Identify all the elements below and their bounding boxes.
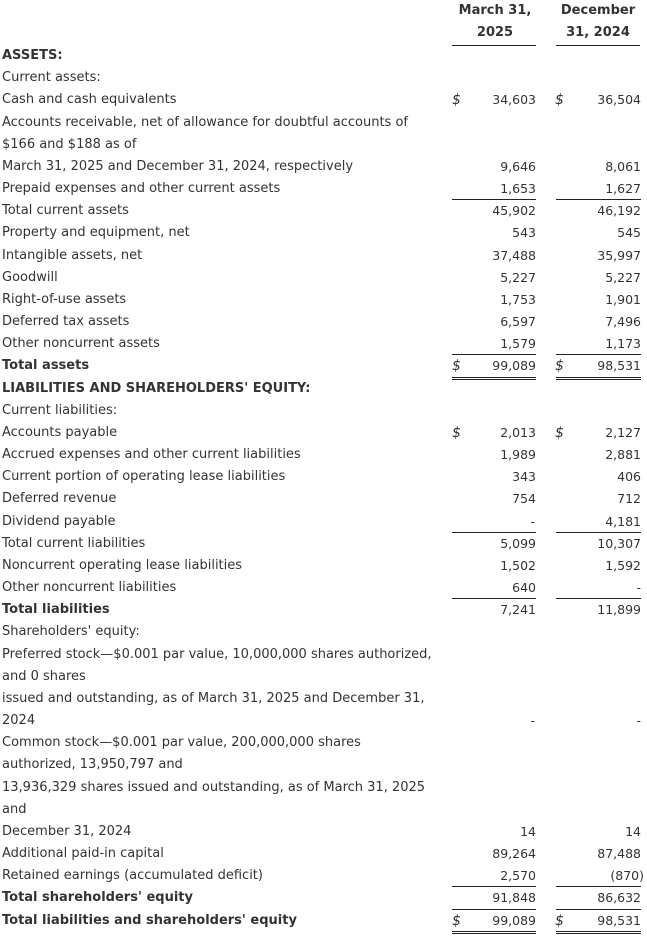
- value-march-2025: 640: [512, 580, 536, 596]
- table-row: [0, 178, 647, 200]
- value-march-2025: 1,653: [500, 181, 536, 197]
- value-march-2025: -: [530, 513, 535, 529]
- value-december-2024: 1,901: [605, 291, 641, 307]
- row-label: Total current liabilities: [2, 535, 146, 551]
- table-row: [0, 289, 647, 311]
- table-row: [0, 821, 647, 843]
- table-row: [0, 688, 647, 710]
- currency-symbol: $: [555, 912, 564, 929]
- table-row: [0, 355, 647, 377]
- value-march-2025: 37,488: [492, 247, 536, 263]
- value-march-2025: 99,089: [492, 912, 536, 928]
- table-row: [0, 599, 647, 621]
- table-row: [0, 466, 647, 488]
- value-december-2024: 46,192: [597, 203, 641, 219]
- row-label: Total liabilities and shareholders' equity: [2, 912, 297, 928]
- value-march-2025: 5,227: [500, 269, 536, 285]
- value-december-2024: 2,881: [605, 447, 641, 463]
- row-label: Accounts receivable, net of allowance for doubtful accounts of: [2, 114, 408, 130]
- value-march-2025: 2,570: [500, 868, 536, 884]
- row-label: Total current assets: [2, 203, 129, 219]
- row-label: 2024: [2, 713, 36, 729]
- row-label: Dividend payable: [2, 513, 116, 529]
- value-december-2024: 2,127: [605, 424, 641, 440]
- value-december-2024: 36,504: [597, 92, 641, 108]
- rule-line: [452, 933, 536, 934]
- currency-symbol: $: [452, 912, 461, 929]
- value-december-2024: 35,997: [597, 247, 641, 263]
- currency-symbol: $: [452, 358, 461, 375]
- value-december-2024: 4,181: [605, 513, 641, 529]
- row-label: Total liabilities: [2, 602, 110, 618]
- column-header-line-2: 31, 2024: [566, 25, 630, 40]
- value-march-2025: 6,597: [500, 314, 536, 330]
- row-label: Deferred tax assets: [2, 314, 130, 330]
- row-label: Additional paid-in capital: [2, 846, 164, 862]
- row-label: Preferred stock—$0.001 par value, 10,000,000 shares authorized,: [2, 646, 432, 662]
- row-label: Current portion of operating lease liabilities: [2, 469, 286, 485]
- table-row: [0, 732, 647, 754]
- value-december-2024: 1,592: [605, 557, 641, 573]
- value-march-2025: 89,264: [492, 846, 536, 862]
- column-header-december-2024: [554, 0, 642, 44]
- row-label: and 0 shares: [2, 668, 86, 684]
- value-march-2025: 99,089: [492, 358, 536, 374]
- row-label: 13,936,329 shares issued and outstanding, as of March 31, 2025: [2, 779, 426, 795]
- rule-line: [556, 933, 641, 934]
- table-row: [0, 422, 647, 444]
- row-label: authorized, 13,950,797 and: [2, 757, 183, 773]
- table-row: [0, 555, 647, 577]
- table-row: [0, 67, 647, 89]
- value-december-2024: 8,061: [605, 158, 641, 174]
- table-row: [0, 511, 647, 533]
- value-december-2024: 10,307: [597, 535, 641, 551]
- row-label: March 31, 2025 and December 31, 2024, respectively: [2, 158, 354, 174]
- value-march-2025: 14: [520, 823, 536, 839]
- value-march-2025: 2,013: [500, 424, 536, 440]
- column-header-line-1: March 31,: [458, 3, 532, 18]
- table-row: [0, 887, 647, 909]
- column-header-march-2025: [452, 0, 538, 44]
- currency-symbol: $: [555, 358, 564, 375]
- row-label: Prepaid expenses and other current assets: [2, 181, 281, 197]
- value-december-2024: 98,531: [597, 912, 641, 928]
- table-row: [0, 267, 647, 289]
- value-december-2024: 7,496: [605, 314, 641, 330]
- row-label: December 31, 2024: [2, 823, 132, 839]
- row-label: ASSETS:: [2, 48, 63, 63]
- row-label: Shareholders' equity:: [2, 624, 140, 640]
- currency-symbol: $: [452, 92, 461, 109]
- value-december-2024: 1,627: [605, 181, 641, 197]
- table-row: [0, 843, 647, 865]
- row-label: LIABILITIES AND SHAREHOLDERS' EQUITY:: [2, 380, 311, 396]
- row-label: Current liabilities:: [2, 402, 118, 418]
- table-row: [0, 666, 647, 688]
- row-label: Common stock—$0.001 par value, 200,000,000 shares: [2, 735, 361, 751]
- row-label: Current assets:: [2, 70, 101, 86]
- table-row: [0, 444, 647, 466]
- table-row: [0, 777, 647, 799]
- row-label: issued and outstanding, as of March 31, 2025 and December 31,: [2, 690, 425, 706]
- table-row: [0, 311, 647, 333]
- table-row: [0, 222, 647, 244]
- value-march-2025: 7,241: [500, 602, 536, 618]
- table-row: [0, 112, 647, 134]
- row-label: Total assets: [2, 358, 90, 374]
- value-december-2024: -: [636, 580, 641, 596]
- value-december-2024: 86,632: [597, 890, 641, 906]
- value-march-2025: 343: [512, 469, 536, 485]
- row-label: Total shareholders' equity: [2, 890, 193, 906]
- row-label: Noncurrent operating lease liabilities: [2, 557, 243, 573]
- table-row: [0, 333, 647, 355]
- column-header-line-1: December: [560, 3, 636, 18]
- value-march-2025: 34,603: [492, 92, 536, 108]
- row-label: Goodwill: [2, 269, 58, 285]
- table-row: [0, 45, 647, 67]
- value-december-2024: 406: [617, 469, 641, 485]
- value-march-2025: 543: [512, 225, 536, 241]
- table-row: [0, 245, 647, 267]
- currency-symbol: $: [555, 424, 564, 441]
- value-march-2025: 45,902: [492, 203, 536, 219]
- currency-symbol: $: [452, 424, 461, 441]
- row-label: and: [2, 801, 27, 817]
- row-label: Accounts payable: [2, 424, 118, 440]
- row-label: Other noncurrent liabilities: [2, 580, 177, 596]
- value-december-2024: (870): [610, 868, 644, 884]
- rule-line: [452, 931, 536, 932]
- row-label: Right-of-use assets: [2, 291, 127, 307]
- table-row: [0, 621, 647, 643]
- value-march-2025: 1,989: [500, 447, 536, 463]
- table-row: [0, 799, 647, 821]
- table-row: [0, 865, 647, 887]
- table-row: [0, 710, 647, 732]
- table-row: [0, 200, 647, 222]
- value-december-2024: 98,531: [597, 358, 641, 374]
- value-march-2025: 9,646: [500, 158, 536, 174]
- value-december-2024: 545: [617, 225, 641, 241]
- row-label: Retained earnings (accumulated deficit): [2, 868, 263, 884]
- row-label: $166 and $188 as of: [2, 136, 137, 152]
- value-march-2025: 1,502: [500, 557, 536, 573]
- table-row: [0, 644, 647, 666]
- table-row: [0, 156, 647, 178]
- value-march-2025: 754: [512, 491, 536, 507]
- value-march-2025: 91,848: [492, 890, 536, 906]
- value-december-2024: 5,227: [605, 269, 641, 285]
- rule-line: [556, 931, 641, 932]
- value-december-2024: 87,488: [597, 846, 641, 862]
- table-row: [0, 533, 647, 555]
- value-december-2024: 14: [625, 823, 641, 839]
- table-row: [0, 488, 647, 510]
- row-label: Cash and cash equivalents: [2, 92, 177, 108]
- table-row: [0, 910, 647, 932]
- row-label: Other noncurrent assets: [2, 336, 160, 352]
- row-label: Intangible assets, net: [2, 247, 143, 263]
- row-label: Deferred revenue: [2, 491, 117, 507]
- value-march-2025: 1,753: [500, 291, 536, 307]
- table-row: [0, 754, 647, 776]
- table-row: [0, 577, 647, 599]
- table-row: [0, 89, 647, 111]
- value-march-2025: -: [530, 713, 535, 729]
- value-march-2025: 1,579: [500, 336, 536, 352]
- value-december-2024: 712: [617, 491, 641, 507]
- column-header-line-2: 2025: [476, 25, 514, 40]
- currency-symbol: $: [555, 92, 564, 109]
- row-label: Property and equipment, net: [2, 225, 190, 241]
- value-december-2024: 11,899: [597, 602, 641, 618]
- value-march-2025: 5,099: [500, 535, 536, 551]
- row-label: Accrued expenses and other current liabilities: [2, 447, 301, 463]
- table-row: [0, 400, 647, 422]
- table-row: [0, 378, 647, 400]
- value-december-2024: -: [636, 713, 641, 729]
- value-december-2024: 1,173: [605, 336, 641, 352]
- table-row: [0, 134, 647, 156]
